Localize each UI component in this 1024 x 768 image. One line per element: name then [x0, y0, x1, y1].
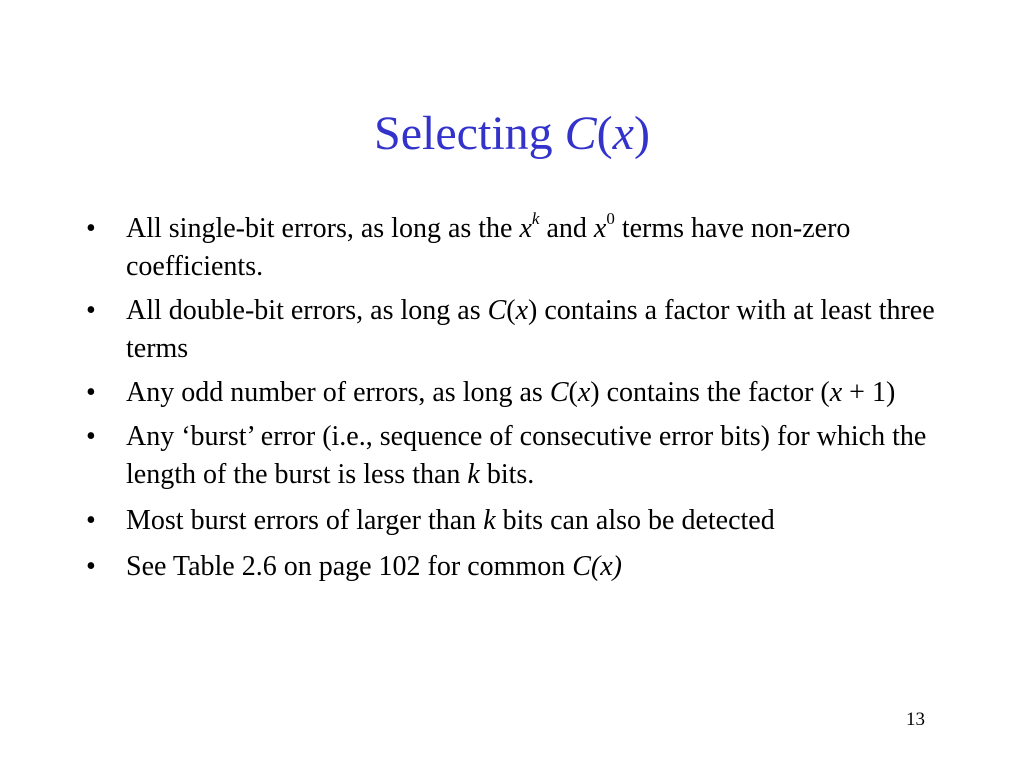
bullet-marker: • — [86, 295, 96, 326]
bullet-marker: • — [86, 551, 96, 582]
bullet-item-double-bit — [86, 292, 946, 368]
bullet-text: Any ‘burst’ error (i.e., sequence of consecutive error bits) for which the length of the burst is less than — [126, 421, 927, 490]
math-x: x — [577, 377, 591, 408]
math-zero: 0 — [606, 208, 615, 228]
paren: ( — [568, 377, 578, 408]
bullet-text: See Table 2.6 on page 102 for common — [126, 551, 573, 582]
bullet-item-larger-bursts — [86, 502, 946, 540]
bullet-item-burst-error — [86, 418, 946, 494]
bullet-item-see-table — [86, 548, 946, 586]
bullet-text: bits can also be detected — [495, 505, 775, 536]
bullet-text: bits. — [479, 459, 535, 490]
title-open-paren: ( — [596, 107, 613, 160]
bullet-marker: • — [86, 377, 96, 408]
bullet-marker: • — [86, 421, 96, 452]
bullet-item-odd-errors — [86, 374, 946, 412]
paren: ) — [590, 377, 600, 408]
bullet-text: All single-bit errors, as long as the — [126, 213, 520, 244]
bullet-text: contains a factor with at least three terms — [126, 295, 935, 364]
bullet-text: Most burst errors of larger than — [126, 505, 484, 536]
math-x: x — [829, 377, 843, 408]
math-x: x — [519, 213, 532, 244]
math-k: k — [467, 459, 480, 490]
title-text: Selecting — [374, 107, 565, 160]
bullet-text: and — [539, 213, 594, 244]
title-close-paren: ) — [633, 107, 650, 160]
bullet-text: terms have non-zero coefficients. — [126, 213, 851, 282]
bullet-marker: • — [86, 213, 96, 244]
math-cx: C(x) — [572, 551, 622, 582]
page-number: 13 — [906, 709, 925, 730]
bullet-text: contains the factor ( — [599, 377, 830, 408]
math-k: k — [531, 208, 540, 228]
math-c: C — [487, 295, 507, 326]
bullet-text: Any odd number of errors, as long as — [126, 377, 550, 408]
math-c: C — [549, 377, 569, 408]
math-k: k — [483, 505, 496, 536]
math-x: x — [515, 295, 529, 326]
bullet-list — [86, 210, 946, 592]
bullet-text: + 1) — [842, 377, 896, 408]
paren: ) — [528, 295, 538, 326]
bullet-marker: • — [86, 505, 96, 536]
bullet-item-single-bit — [86, 210, 946, 286]
paren: ( — [506, 295, 516, 326]
title-x: x — [612, 107, 634, 160]
title-c: C — [564, 107, 597, 160]
slide-title — [0, 104, 1024, 164]
math-x: x — [593, 213, 607, 244]
bullet-text: All double-bit errors, as long as — [126, 295, 488, 326]
